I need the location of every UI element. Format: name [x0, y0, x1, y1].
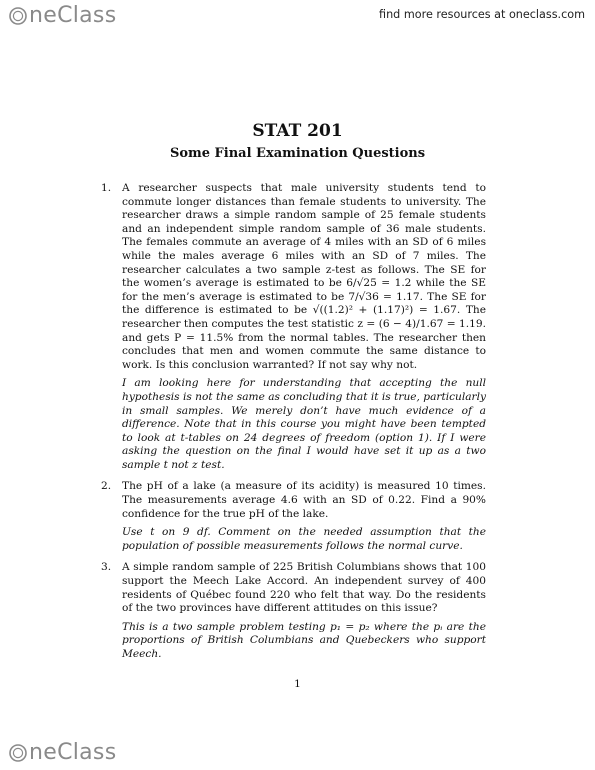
page-footer	[0, 736, 595, 766]
question-text: A researcher suspects that male university students tend to commute longer distances than female students to university. The researcher draws a simple random sample of 25 female students and an independent simple random sample of 36 male students. The females commute an average of 4 miles with an SD of 6 miles while the males average 6 miles with an SD of 7 miles. The researcher calculates a two sample z-test as follows. The SE for the women’s average is estimated to be 6/√25 = 1.2 while the SE for the men’s average is estimated to be 7/√36 = 1.17. The SE for the difference is estimated to be √((1.2)² + (1.17)²) = 1.67. The researcher then computes the test statistic z = (6 − 4)/1.67 = 1.19. and gets P = 11.5% from the normal tables. The researcher then concludes that men and women commute the same distance to work. Is this conclusion warranted? If not say why not.	[122, 182, 486, 371]
question-number: 3.	[101, 561, 112, 574]
oneclass-logo[interactable]	[8, 3, 116, 28]
question-answer: I am looking here for understanding that accepting the null hypothesis is not the same as concluding that it is true, particularly in small samples. We merely don’t have much evidence of a difference. Note that in this course you might have been tempted to look at t-tables on 24 degrees of freedom (option 1). If I were asking the question on the final I would have set it up as a two sample t not z test.	[122, 377, 486, 471]
header-resources-link[interactable]: find more resources at oneclass.com	[379, 8, 585, 21]
question-text: A simple random sample of 225 British Columbians shows that 100 support the Meech Lake Accord. An independent survey of 400 residents of Québec found 220 who felt that way. Do the residents of the two provinces have different attitudes on this issue?	[122, 561, 486, 615]
question-text: The pH of a lake (a measure of its acidity) is measured 10 times. The measurements average 4.6 with an SD of 0.22. Find a 90% confidence for the true pH of the lake.	[122, 480, 486, 520]
question-list	[101, 182, 486, 670]
document-subtitle: Some Final Examination Questions	[169, 146, 426, 161]
course-title: STAT 201	[252, 121, 343, 141]
question-1	[101, 182, 486, 472]
page-number: 1	[294, 678, 301, 690]
question-3	[101, 561, 486, 661]
oneclass-logo-icon	[8, 6, 28, 26]
oneclass-logo-text: neClass	[29, 3, 117, 28]
question-answer: Use t on 9 df. Comment on the needed assumption that the population of possible measurements follows the normal curve.	[122, 526, 486, 552]
question-answer: This is a two sample problem testing p₁ = p₂ where the pᵢ are the proportions of British Columbians and Quebeckers who support Meech.	[122, 620, 486, 660]
question-number: 1.	[101, 182, 112, 194]
oneclass-logo-text: neClass	[29, 740, 117, 765]
page-header	[0, 0, 595, 30]
question-number: 2.	[101, 480, 112, 493]
oneclass-footer-logo[interactable]	[8, 740, 116, 765]
document-title-block	[0, 121, 595, 161]
question-2	[101, 480, 486, 553]
oneclass-logo-icon	[8, 743, 28, 763]
